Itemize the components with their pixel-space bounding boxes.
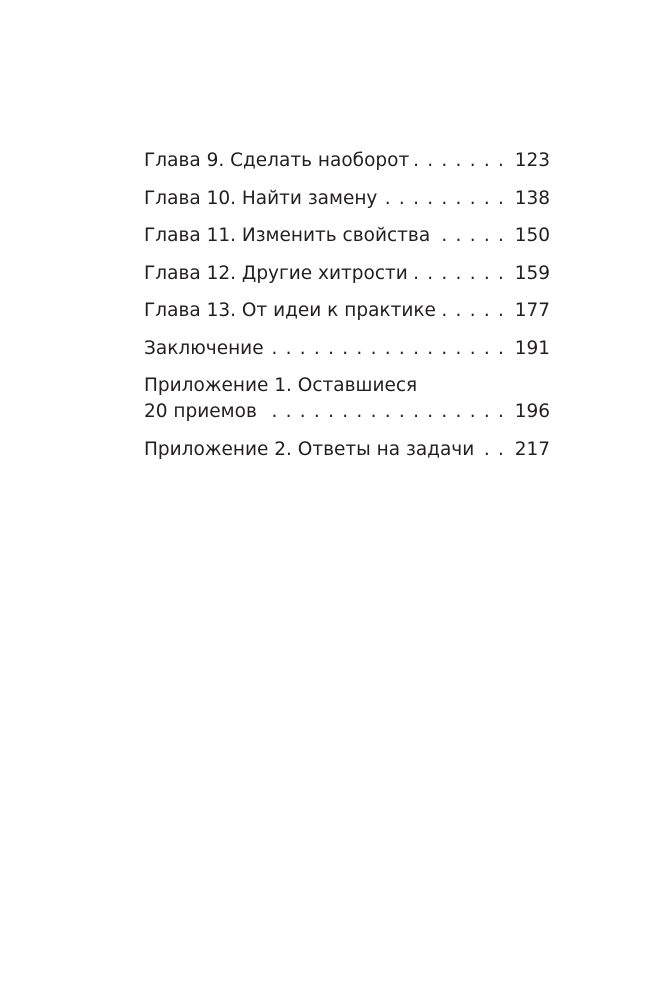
toc-entry-page-number: 191 xyxy=(512,336,550,362)
toc-entry-page-number: 123 xyxy=(512,148,550,174)
toc-entry-conclusion[interactable] xyxy=(144,336,550,362)
toc-entry-line xyxy=(144,399,550,425)
toc-entry-line xyxy=(144,148,550,174)
toc-entry-chapter-9[interactable] xyxy=(144,148,550,174)
toc-entry-title: Глава 10. Найти замену xyxy=(144,188,382,209)
toc-entry-title: Приложение 2. Ответы на задачи xyxy=(144,439,479,460)
toc-entry-page-number: 177 xyxy=(512,298,550,324)
toc-entry-title: Глава 9. Сделать наоборот xyxy=(144,150,414,171)
toc-entry-page-number: 159 xyxy=(512,261,550,287)
toc-entry-line xyxy=(144,336,550,362)
toc-entry-chapter-12[interactable] xyxy=(144,261,550,287)
toc-entry-title-line-2: 20 приемов xyxy=(144,401,262,422)
toc-entry-title: Глава 13. От идеи к практике xyxy=(144,300,441,321)
toc-entry-title: Глава 11. Изменить свойства xyxy=(144,225,435,246)
toc-entry-line xyxy=(144,298,550,324)
toc-entry-line xyxy=(144,437,550,463)
toc-entry-page-number: 150 xyxy=(512,223,550,249)
toc-entry-title: Заключение xyxy=(144,338,269,359)
toc-entry-page-number: 196 xyxy=(512,399,550,425)
toc-entry-page-number: 217 xyxy=(512,437,550,463)
toc-entry-page-number: 138 xyxy=(512,186,550,212)
toc-entry-line xyxy=(144,186,550,212)
toc-entry-appendix-1[interactable] xyxy=(144,373,550,425)
toc-entry-appendix-2[interactable] xyxy=(144,437,550,463)
toc-entry-title-line-1: Приложение 1. Оставшиеся xyxy=(144,375,418,396)
toc-entry-line xyxy=(144,223,550,249)
toc-entry-chapter-11[interactable] xyxy=(144,223,550,249)
toc-entry-chapter-10[interactable] xyxy=(144,186,550,212)
toc-entry-line xyxy=(144,261,550,287)
toc-entry-title: Глава 12. Другие хитрости xyxy=(144,263,413,284)
table-of-contents xyxy=(144,148,550,474)
toc-entry-chapter-13[interactable] xyxy=(144,298,550,324)
